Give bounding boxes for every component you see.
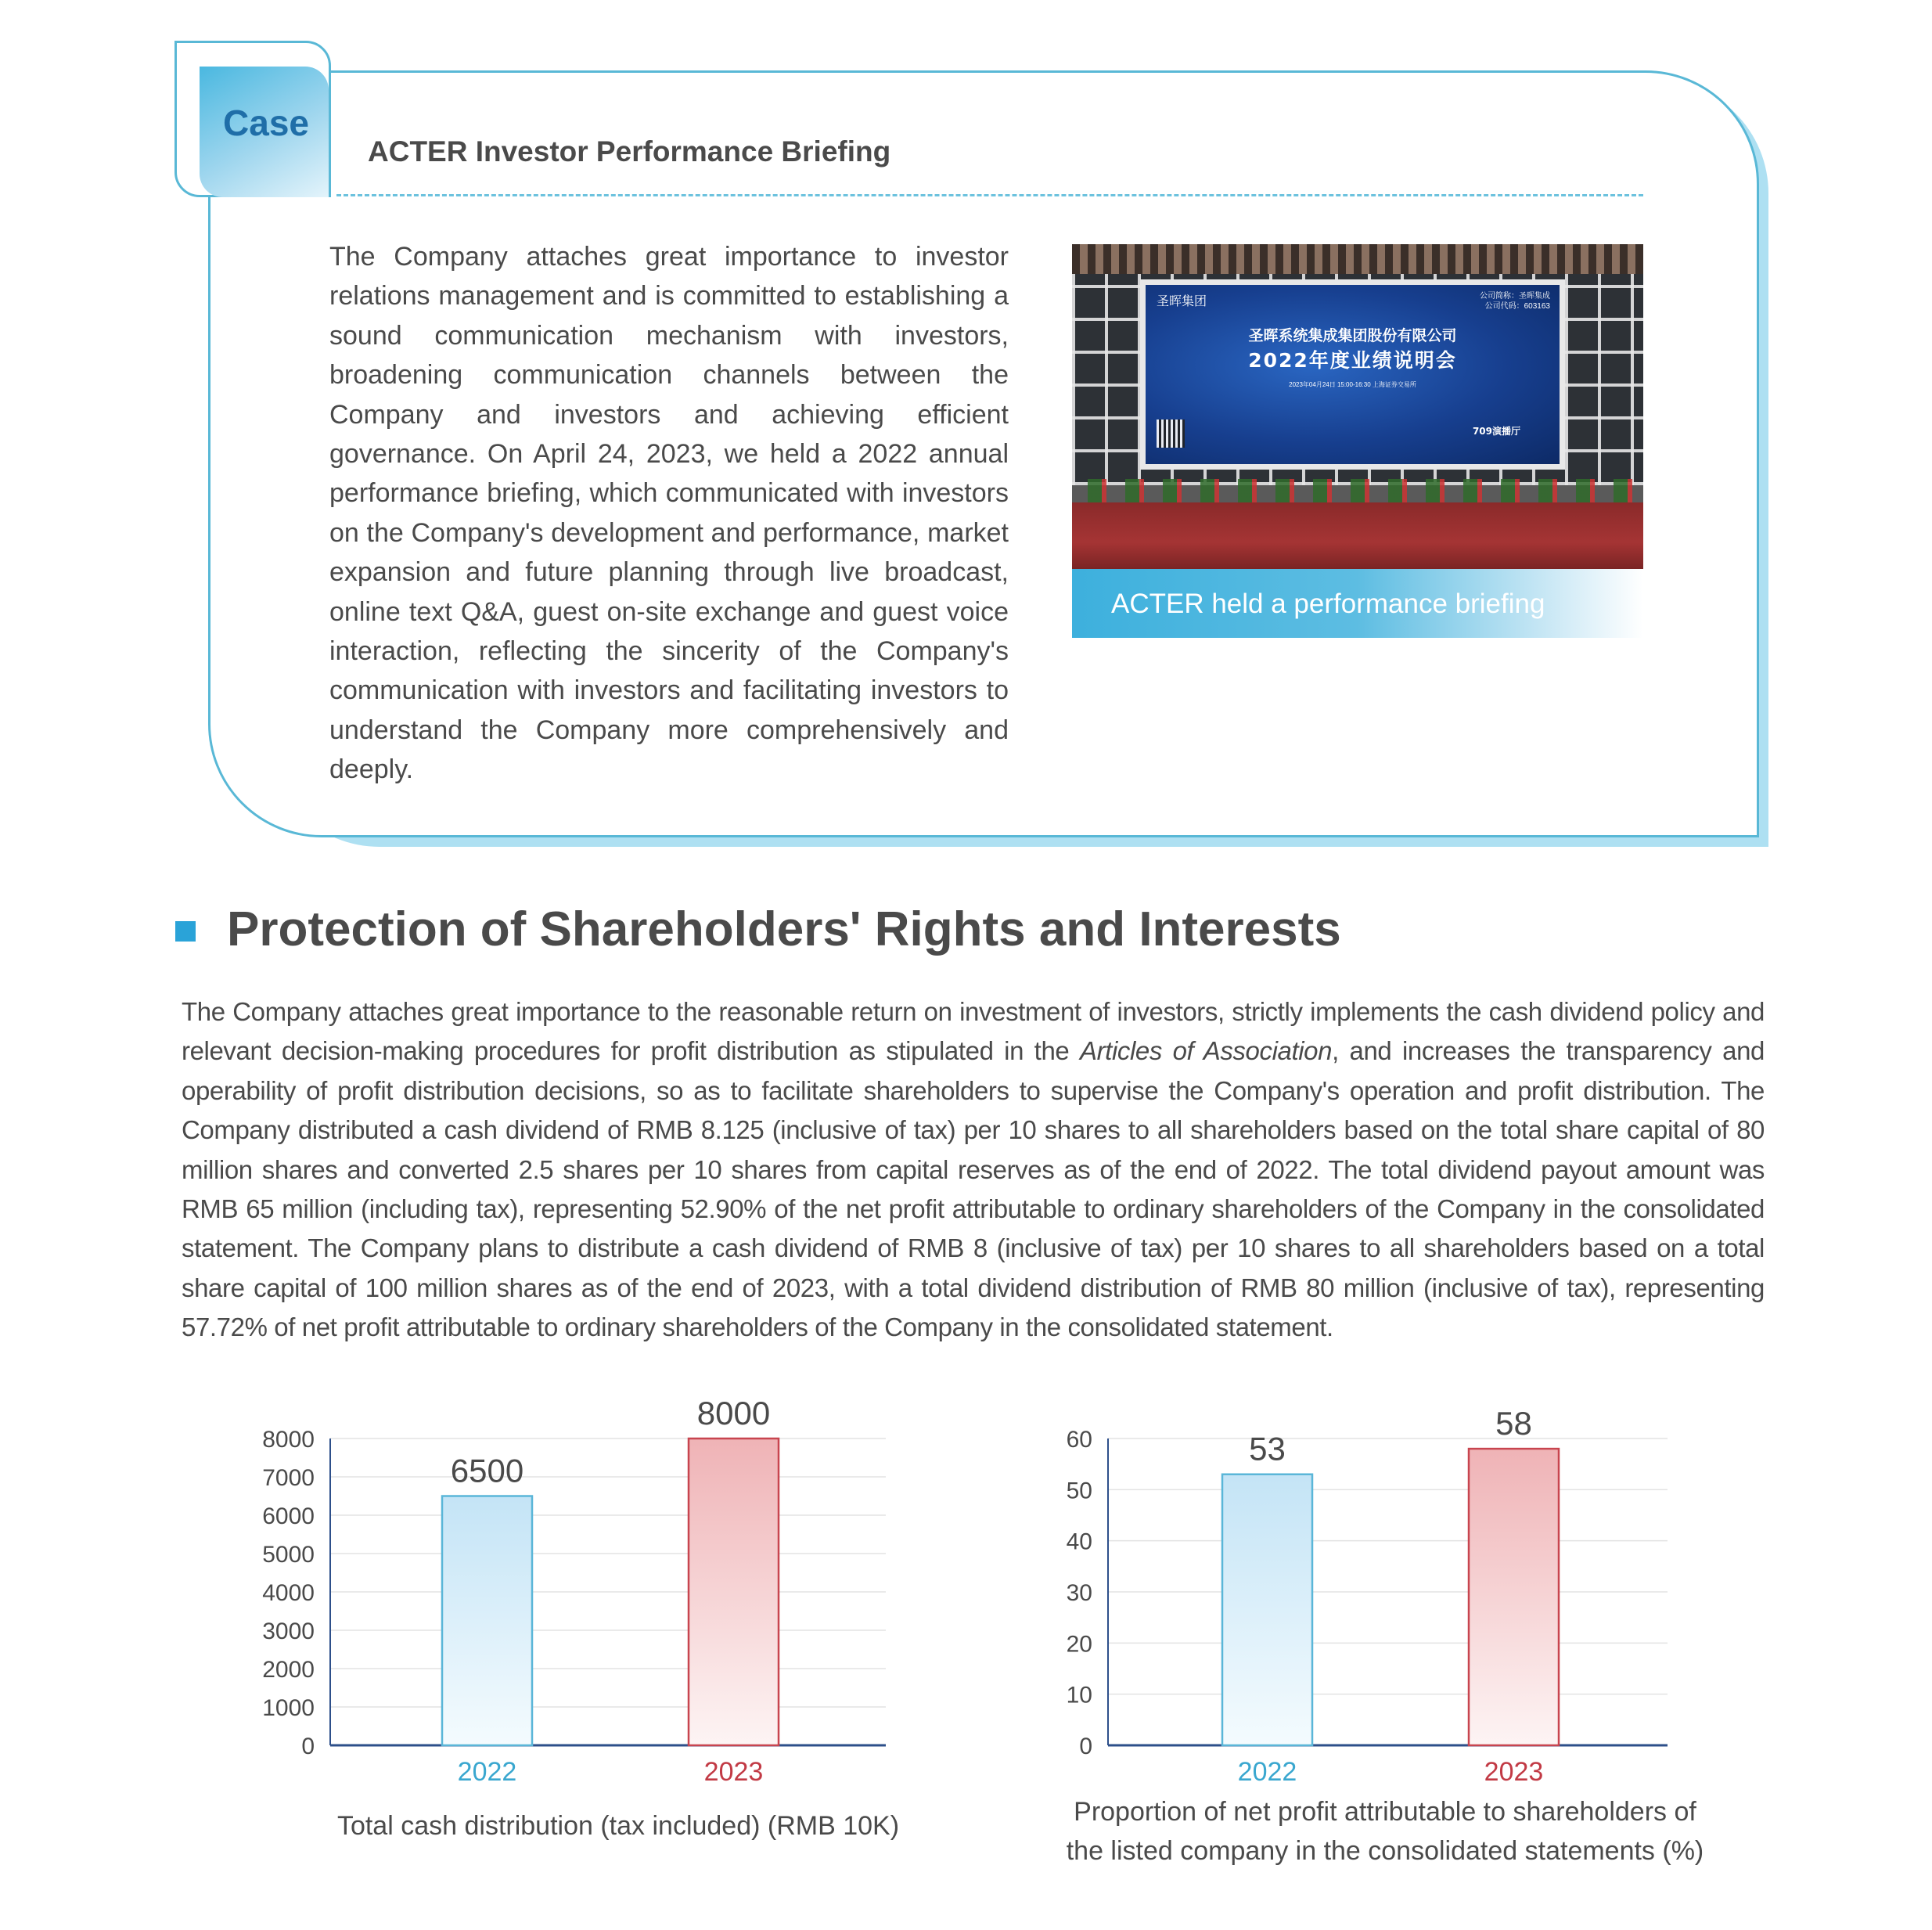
photo-ceiling: [1072, 244, 1643, 274]
profit-bar-2023: [1469, 1449, 1559, 1745]
profit-category-label: 2022: [1237, 1757, 1297, 1787]
profit-ytick-label: 30: [1066, 1580, 1092, 1606]
profit-data-label: 58: [1495, 1405, 1532, 1442]
screen-hall: 709演播厅: [1472, 426, 1520, 437]
qr-code-icon: [1157, 419, 1185, 448]
cash-data-label: 6500: [450, 1452, 524, 1489]
cash-distribution-chart: [235, 1385, 923, 1787]
cash-ytick-label: 0: [301, 1734, 315, 1759]
cash-distribution-caption: Total cash distribution (tax included) (RMB 10K): [336, 1811, 900, 1841]
photo-floor: [1072, 502, 1643, 569]
profit-ytick-label: 0: [1079, 1734, 1092, 1759]
section-paragraph: [182, 992, 1765, 1348]
case-title: ACTER Investor Performance Briefing: [368, 135, 891, 167]
cash-ytick-label: 6000: [262, 1503, 315, 1529]
net-profit-caption-line1: Proportion of net profit attributable to shareholders of: [1074, 1797, 1696, 1827]
photo-caption: ACTER held a performance briefing: [1111, 589, 1545, 619]
cash-ytick-label: 8000: [262, 1427, 315, 1453]
screen-logo: 圣晖集团: [1157, 293, 1207, 308]
profit-ytick-label: 40: [1066, 1529, 1092, 1555]
paragraph-part2: , and increases the transparency and operability of profit distribution decisions, so as to facilitate shareholders to supervise the Company's operation and profit distribution. The Company distributed a cash dividend of RMB 8.125 (inclusive of tax) per 10 shares to all shareholders based on the total share capital of 80 million shares and converted 2.5 shares per 10 shares from capital reserves as of the end of 2022. The total dividend payout amount was RMB 65 million (including tax), representing 52.90% of the net profit attributable to ordinary shareholders of the Company in the consolidated statement. The Company plans to distribute a cash dividend of RMB 8 (inclusive of tax) per 10 shares to all shareholders based on a total share capital of 100 million shares as of the end of 2023, with a total dividend distribution of RMB 80 million (inclusive of tax), representing 57.72% of net profit attributable to ordinary shareholders of the Company in the consolidated statement.: [182, 1036, 1765, 1342]
cash-category-label: 2023: [703, 1757, 764, 1787]
photo-screen: [1140, 279, 1565, 470]
screen-code-line1: 公司简称：圣晖集成: [1480, 292, 1550, 301]
articles-of-association: Articles of Association: [1079, 1036, 1333, 1066]
screen-company: 圣晖系统集成集团股份有限公司: [1248, 327, 1457, 344]
net-profit-proportion-chart: [1033, 1385, 1722, 1787]
briefing-photo: [1072, 244, 1643, 569]
profit-ytick-label: 50: [1066, 1478, 1092, 1504]
screen-code-line2: 公司代码：603163: [1484, 302, 1550, 311]
cash-data-label: 8000: [696, 1395, 771, 1431]
profit-ytick-label: 60: [1066, 1427, 1092, 1453]
profit-ytick-label: 20: [1066, 1631, 1092, 1658]
cash-ytick-label: 5000: [262, 1542, 315, 1568]
net-profit-caption-line2: the listed company in the consolidated statements (%): [1066, 1836, 1704, 1866]
paragraph-part1: The Company attaches great importance to the reasonable return on investment of investors, strictly implements the cash dividend policy and relevant decision-making procedures for profit distribution as stipulated in the: [182, 997, 1765, 1066]
cash-bar-2022: [442, 1496, 532, 1746]
screen-event: 2022年度业绩说明会: [1248, 349, 1457, 372]
cash-ytick-label: 7000: [262, 1465, 315, 1491]
cash-ytick-label: 1000: [262, 1695, 315, 1721]
profit-category-label: 2023: [1484, 1757, 1544, 1787]
case-paragraph: The Company attaches great importance to investor relations management and is committed to establishing a sound communication mechanism with investors, broadening communication channels between the Company and investors and achieving efficient governance. On April 24, 2023, we held a 2022 annual performance briefing, which communicated with investors on the Company's development and performance, market expansion and future planning through live broadcast, online text Q&A, guest on-site exchange and guest voice interaction, reflecting the sincerity of the Company's communication with investors and facilitating investors to understand the Company more comprehensively and deeply.: [329, 242, 1009, 785]
profit-bar-2022: [1222, 1475, 1312, 1745]
cash-ytick-label: 3000: [262, 1619, 315, 1644]
case-tab-label: Case: [223, 103, 309, 143]
cash-ytick-label: 4000: [262, 1580, 315, 1606]
profit-data-label: 53: [1249, 1430, 1286, 1467]
screen-date: 2023年04月24日 15:00-16:30 上海证券交易所: [1289, 381, 1416, 388]
cash-bar-2023: [689, 1438, 779, 1745]
screen-code: [1480, 291, 1550, 311]
section-title: Protection of Shareholders' Rights and Interests: [227, 902, 1341, 956]
cash-ytick-label: 2000: [262, 1657, 315, 1683]
case-divider: [336, 194, 1643, 196]
net-profit-proportion-caption: [1009, 1792, 1761, 1871]
profit-ytick-label: 10: [1066, 1682, 1092, 1709]
section-marker-icon: [175, 921, 196, 942]
cash-category-label: 2022: [457, 1757, 517, 1787]
